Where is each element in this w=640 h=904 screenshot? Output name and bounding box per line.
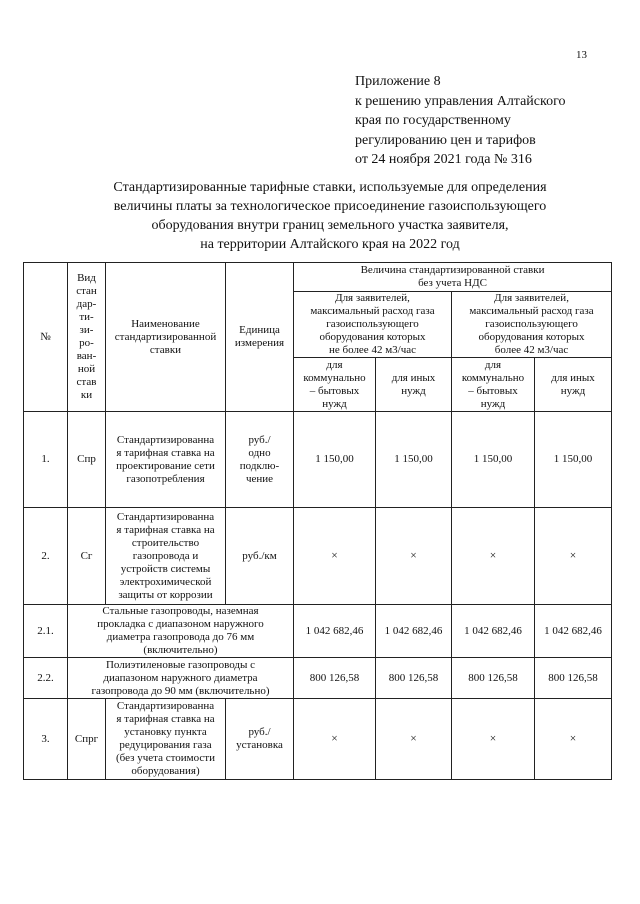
header-unit: Единица измерения [226, 263, 294, 412]
row-name: Стандартизированна я тарифная ставка на строительство газопровода и устройств системы электрохимической защиты от коррозии [106, 508, 226, 605]
row-merged-name: Стальные газопроводы, наземная прокладка с диапазоном наружного диаметра газопровода до 76 мм (включительно) [68, 605, 294, 658]
table-row [24, 412, 612, 508]
appendix-line: регулированию цен и тарифов [355, 132, 536, 148]
title-line: на территории Алтайского края на 2022 год [200, 237, 460, 252]
row-value: 1 042 682,46 [452, 605, 535, 658]
header-num: № [24, 263, 68, 412]
row-value: 800 126,58 [535, 658, 612, 699]
row-type: Спрг [68, 699, 106, 780]
title-line: величины платы за технологическое присоединение газоиспользующего [113, 199, 547, 214]
table-row [24, 699, 612, 780]
row-num: 2. [24, 508, 68, 605]
row-value: × [376, 508, 452, 605]
appendix-line: края по государственному [355, 113, 511, 128]
title-line: Стандартизированные тарифные ставки, используемые для определения [113, 180, 547, 195]
row-value: 1 042 682,46 [376, 605, 452, 658]
row-value: × [535, 508, 612, 605]
header-sub-household: для коммунально – бытовых нужд [452, 358, 535, 412]
header-sub-household: для коммунально – бытовых нужд [294, 358, 376, 412]
row-value: 1 042 682,46 [294, 605, 376, 658]
row-name: Стандартизированна я тарифная ставка на установку пункта редуцирования газа (без учета стоимости оборудования) [106, 699, 226, 780]
header-row [24, 263, 612, 292]
header-sub-other: для иных нужд [376, 358, 452, 412]
row-value: 800 126,58 [294, 658, 376, 699]
appendix-line: к решению управления Алтайского [355, 93, 566, 109]
row-unit: руб./км [226, 508, 294, 605]
row-type: Сг [68, 508, 106, 605]
title-line: оборудования внутри границ земельного участка заявителя, [151, 218, 509, 233]
row-num: 2.1. [24, 605, 68, 658]
page-number: 13 [576, 49, 587, 61]
row-num: 2.2. [24, 658, 68, 699]
appendix-block [355, 72, 566, 170]
row-name: Стандартизированна я тарифная ставка на проектирование сети газопотребления [106, 412, 226, 508]
row-value: × [376, 699, 452, 780]
appendix-line: Приложение 8 [355, 74, 441, 89]
row-value: 800 126,58 [376, 658, 452, 699]
row-merged-name: Полиэтиленовые газопроводы с диапазоном наружного диаметра газопровода до 90 мм (включительно) [68, 658, 294, 699]
row-num: 1. [24, 412, 68, 508]
table-row [24, 508, 612, 605]
header-group-over42: Для заявителей, максимальный расход газа газоиспользующего оборудования которых более 42 м3/час [452, 292, 612, 358]
header-sub-other: для иных нужд [535, 358, 612, 412]
row-value: 1 042 682,46 [535, 605, 612, 658]
row-value: 800 126,58 [452, 658, 535, 699]
row-value: 1 150,00 [535, 412, 612, 508]
row-value: 1 150,00 [294, 412, 376, 508]
rates-table [23, 262, 612, 780]
header-value-group: Величина стандартизированной ставки без учета НДС [294, 263, 612, 292]
appendix-line: от 24 ноября 2021 года № 316 [355, 152, 532, 167]
row-num: 3. [24, 699, 68, 780]
row-unit: руб./ одно подклю- чение [226, 412, 294, 508]
row-value: × [452, 508, 535, 605]
document-title [40, 178, 620, 254]
row-value: × [294, 508, 376, 605]
header-name: Наименование стандартизированной ставки [106, 263, 226, 412]
row-value: 1 150,00 [452, 412, 535, 508]
row-unit: руб./ установка [226, 699, 294, 780]
row-type: Спр [68, 412, 106, 508]
row-value: × [452, 699, 535, 780]
table-row [24, 658, 612, 699]
row-value: 1 150,00 [376, 412, 452, 508]
header-group-upto42: Для заявителей, максимальный расход газа газоиспользующего оборудования которых не более 42 м3/час [294, 292, 452, 358]
row-value: × [535, 699, 612, 780]
table-row [24, 605, 612, 658]
row-value: × [294, 699, 376, 780]
header-type: Вид стан дар- ти- зи- ро- ван- ной став ки [68, 263, 106, 412]
